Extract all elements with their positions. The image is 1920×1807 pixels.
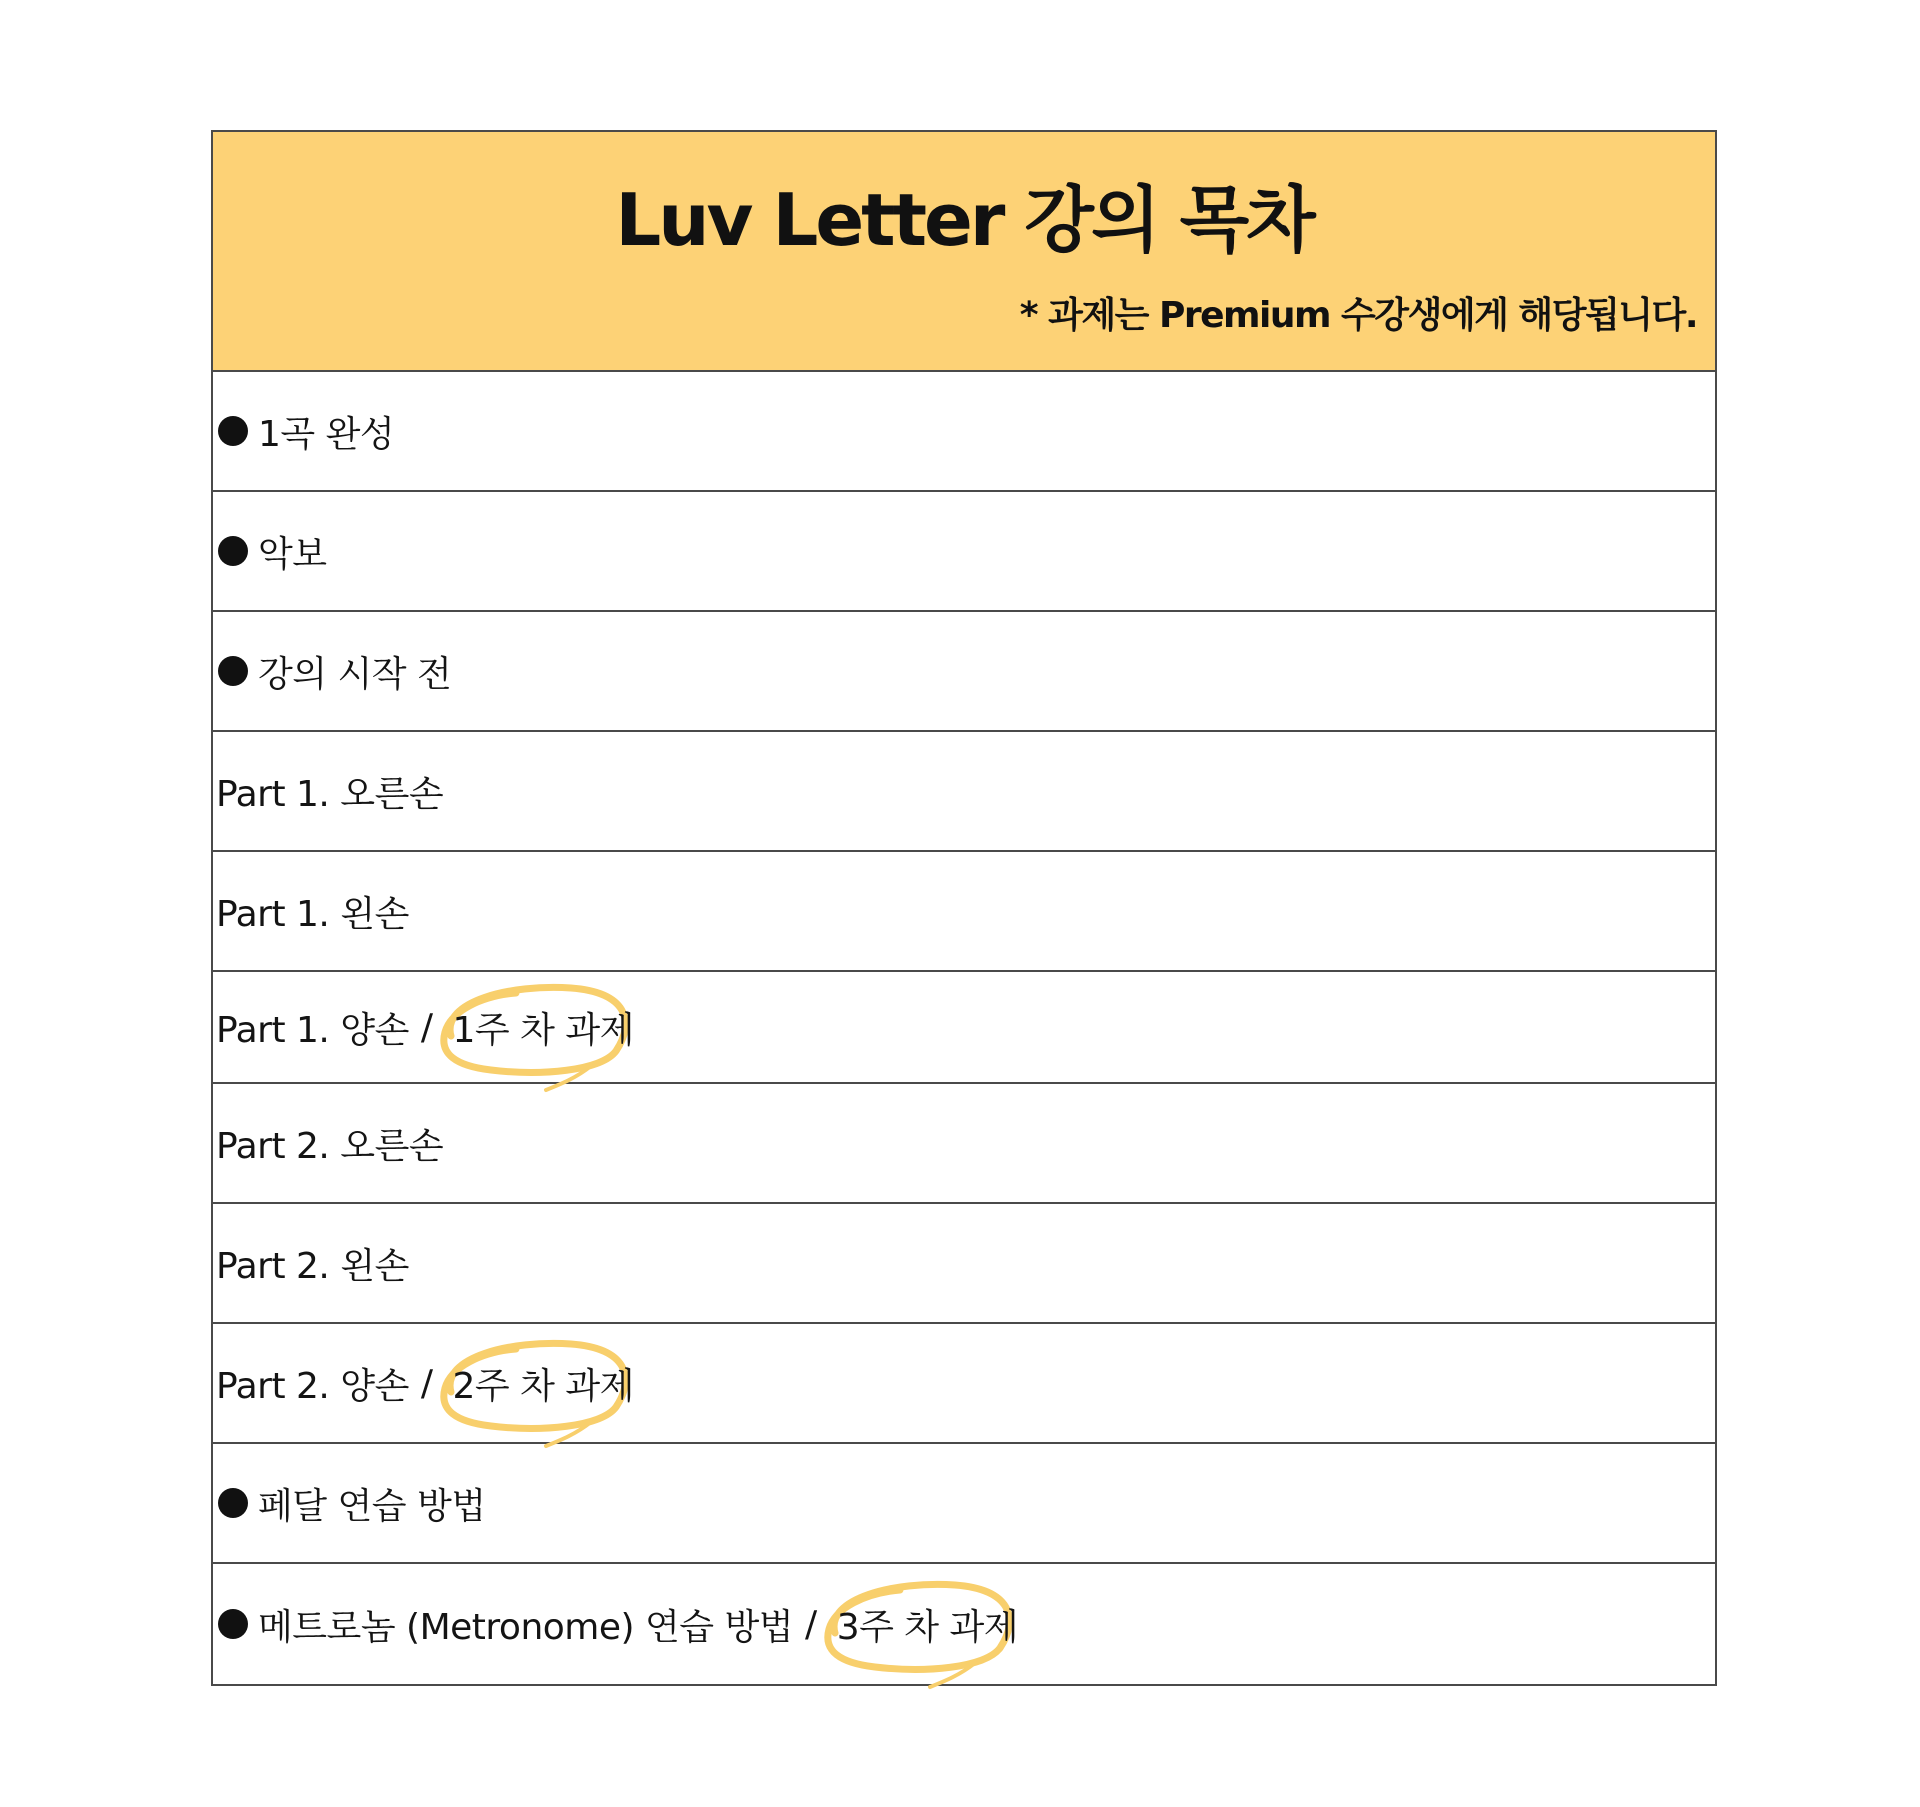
list-item[interactable]: [213, 492, 1715, 612]
toc-header: [213, 132, 1715, 372]
row-separator: /: [420, 1362, 433, 1404]
row-label: 1곡 완성: [258, 413, 395, 455]
row-label: 메트로놈 (Metronome) 연습 방법: [258, 1606, 794, 1648]
page-title: Luv Letter 강의 목차: [615, 178, 1313, 262]
bullet-icon: [218, 1488, 248, 1518]
bullet-icon: [218, 416, 248, 446]
list-item[interactable]: [213, 852, 1715, 972]
row-label: Part 1. 양손: [216, 1009, 409, 1051]
assignment-label: 1주 차 과제: [452, 1009, 634, 1051]
premium-note: * 과제는 Premium 수강생에게 해당됩니다.: [1019, 295, 1697, 336]
row-label: 페달 연습 방법: [258, 1485, 486, 1527]
assignment-badge: [443, 1002, 644, 1053]
bullet-icon: [218, 1609, 248, 1639]
assignment-label: 2주 차 과제: [452, 1365, 634, 1407]
bullet-icon: [218, 536, 248, 566]
list-item[interactable]: [213, 1564, 1715, 1684]
row-label: Part 2. 양손: [216, 1365, 409, 1407]
list-item[interactable]: [213, 972, 1715, 1084]
row-label: 강의 시작 전: [258, 653, 452, 695]
list-item[interactable]: [213, 1204, 1715, 1324]
row-label: Part 2. 오른손: [216, 1125, 444, 1167]
row-separator: /: [420, 1006, 433, 1048]
toc-table: [211, 130, 1717, 1686]
row-separator: /: [805, 1603, 817, 1645]
list-item[interactable]: [213, 732, 1715, 852]
assignment-label: 3주 차 과제: [836, 1606, 1019, 1648]
row-label: Part 2. 왼손: [216, 1245, 409, 1287]
list-item[interactable]: [213, 1324, 1715, 1444]
row-label: Part 1. 왼손: [216, 893, 409, 935]
row-label: Part 1. 오른손: [216, 773, 444, 815]
assignment-badge: [443, 1358, 644, 1409]
bullet-icon: [218, 656, 248, 686]
list-item[interactable]: [213, 1084, 1715, 1204]
assignment-badge: [827, 1599, 1028, 1650]
list-item[interactable]: [213, 372, 1715, 492]
row-label: 악보: [258, 533, 327, 575]
list-item[interactable]: [213, 1444, 1715, 1564]
list-item[interactable]: [213, 612, 1715, 732]
